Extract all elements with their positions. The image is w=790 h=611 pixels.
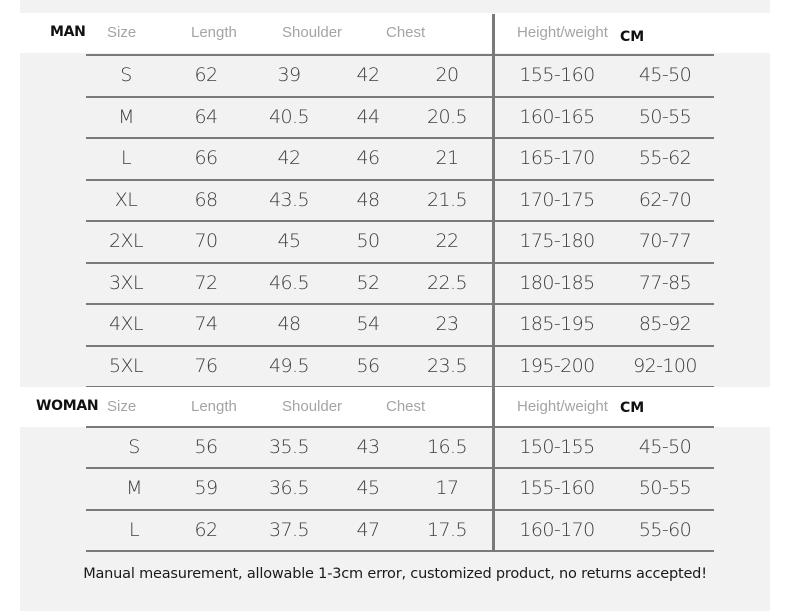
cell-size: 2XL [109, 230, 143, 252]
woman-header-size: Size [107, 398, 137, 415]
cell-height: 155-160 [519, 477, 595, 500]
cell-height: 155-160 [519, 64, 595, 86]
man-header-height-weight: Height/weight [517, 24, 608, 41]
cell-weight: 55-62 [638, 147, 692, 169]
cell-shoulder: 35.5 [269, 436, 309, 458]
cell-length: 74 [194, 313, 218, 335]
cell-weight: 45-50 [638, 436, 692, 458]
cell-weight: 55-60 [638, 518, 692, 541]
cell-height: 165-170 [519, 147, 595, 169]
cell-shoulder: 40.5 [269, 105, 309, 128]
man-unit-label: CM [620, 29, 645, 45]
cell-shoulder: 42 [277, 147, 301, 169]
cell-length: 62 [194, 518, 218, 541]
cell-size: M [118, 105, 134, 128]
cell-size: L [129, 518, 139, 541]
cell-col5: 22 [435, 230, 459, 252]
man-header-size: Size [107, 24, 137, 41]
cell-length: 64 [194, 105, 218, 128]
woman-header-chest: Chest [386, 398, 426, 415]
man-row-divider [86, 303, 714, 305]
cell-chest: 44 [356, 105, 380, 128]
cell-size: M [126, 477, 142, 500]
woman-unit-label: CM [620, 400, 645, 416]
man-row-divider [86, 96, 714, 98]
woman-row-divider [86, 509, 714, 511]
woman-row-divider [86, 426, 714, 428]
cell-weight: 45-50 [638, 64, 692, 86]
cell-chest: 43 [356, 436, 380, 458]
man-row-divider [86, 54, 714, 56]
cell-length: 70 [194, 230, 218, 252]
cell-size: S [120, 64, 132, 86]
cell-shoulder: 45 [277, 230, 301, 252]
cell-length: 72 [194, 271, 218, 294]
cell-weight: 85-92 [638, 313, 692, 335]
woman-label: WOMAN [36, 398, 99, 414]
cell-col5: 16.5 [427, 436, 467, 458]
cell-height: 180-185 [519, 271, 595, 294]
cell-chest: 50 [356, 230, 380, 252]
man-row-divider [86, 179, 714, 181]
man-row-divider [86, 137, 714, 139]
cell-height: 170-175 [519, 188, 595, 211]
cell-length: 56 [194, 436, 218, 458]
cell-chest: 54 [356, 313, 380, 335]
cell-weight: 77-85 [638, 271, 692, 294]
woman-row-divider [86, 550, 714, 552]
cell-chest: 48 [356, 188, 380, 211]
man-row-divider [86, 345, 714, 347]
disclaimer-note: Manual measurement, allowable 1-3cm error, customized product, no returns accepted! [83, 566, 707, 582]
cell-weight: 50-55 [638, 477, 692, 500]
cell-chest: 45 [356, 477, 380, 500]
cell-length: 62 [194, 64, 218, 86]
cell-chest: 42 [356, 64, 380, 86]
cell-height: 150-155 [519, 436, 595, 458]
cell-chest: 46 [356, 147, 380, 169]
cell-height: 175-180 [519, 230, 595, 252]
man-header-chest: Chest [386, 24, 426, 41]
cell-size: L [121, 147, 131, 169]
cell-col5: 17.5 [427, 518, 467, 541]
man-row-divider [86, 262, 714, 264]
cell-height: 160-170 [519, 518, 595, 541]
cell-col5: 17 [435, 477, 459, 500]
cell-size: 4XL [109, 313, 143, 335]
cell-col5: 20 [435, 64, 459, 86]
cell-col5: 22.5 [427, 271, 467, 294]
cell-shoulder: 36.5 [269, 477, 309, 500]
man-label: MAN [50, 24, 86, 40]
cell-shoulder: 46.5 [269, 271, 309, 294]
cell-size: S [128, 436, 140, 458]
cell-shoulder: 43.5 [269, 188, 309, 211]
cell-shoulder: 37.5 [269, 518, 309, 541]
man-row-divider [86, 220, 714, 222]
cell-chest: 56 [356, 354, 380, 377]
cell-size: 3XL [109, 271, 143, 294]
woman-header-height-weight: Height/weight [517, 398, 608, 415]
cell-shoulder: 39 [277, 64, 301, 86]
cell-length: 66 [194, 147, 218, 169]
cell-col5: 23.5 [427, 354, 467, 377]
cell-weight: 70-77 [638, 230, 692, 252]
woman-column-divider [492, 386, 495, 552]
cell-height: 160-165 [519, 105, 595, 128]
cell-size: 5XL [109, 354, 143, 377]
cell-length: 59 [194, 477, 218, 500]
cell-weight: 50-55 [638, 105, 692, 128]
cell-col5: 23 [435, 313, 459, 335]
woman-header-shoulder: Shoulder [282, 398, 343, 415]
cell-chest: 47 [356, 518, 380, 541]
cell-height: 195-200 [519, 354, 595, 377]
cell-size: XL [114, 188, 138, 211]
cell-col5: 21.5 [427, 188, 467, 211]
cell-col5: 21 [435, 147, 459, 169]
cell-height: 185-195 [519, 313, 595, 335]
cell-weight: 92-100 [633, 354, 697, 377]
woman-header-length: Length [191, 398, 237, 415]
man-column-divider [492, 14, 495, 388]
cell-length: 76 [194, 354, 218, 377]
cell-shoulder: 49.5 [269, 354, 309, 377]
cell-length: 68 [194, 188, 218, 211]
man-header-length: Length [191, 24, 237, 41]
man-header-shoulder: Shoulder [282, 24, 343, 41]
woman-row-divider [86, 467, 714, 469]
cell-chest: 52 [356, 271, 380, 294]
cell-shoulder: 48 [277, 313, 301, 335]
cell-weight: 62-70 [638, 188, 692, 211]
cell-col5: 20.5 [427, 105, 467, 128]
